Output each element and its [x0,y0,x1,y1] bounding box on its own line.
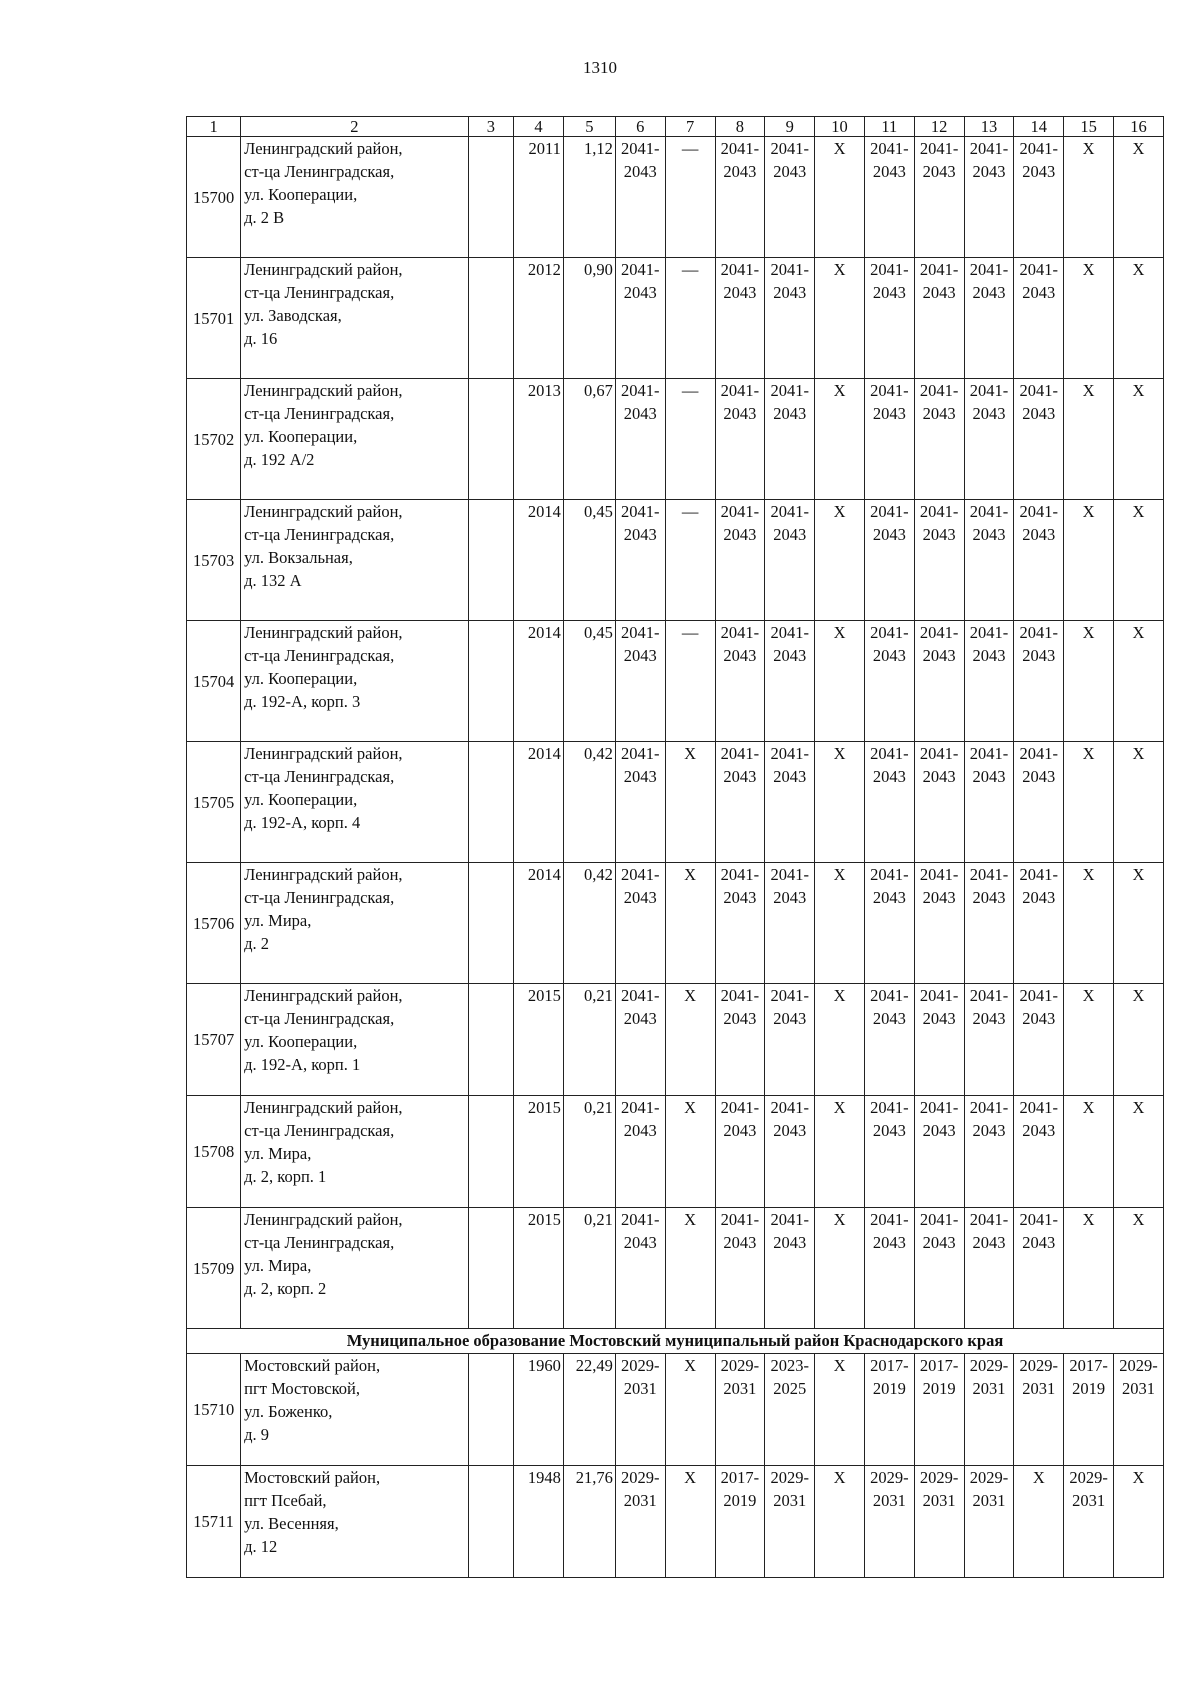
cell-col-13: 2041- 2043 [964,500,1014,621]
cell-col-14: 2041- 2043 [1014,984,1064,1096]
cell-col-15: X [1064,621,1114,742]
cell-col-5: 0,42 [563,742,615,863]
header-cell-9: 9 [765,117,815,137]
address-line: д. 2, корп. 2 [244,1279,327,1298]
register-table [186,116,1164,1578]
cell-col-10: X [815,1354,865,1466]
address-line: ул. Мира, [244,911,312,930]
cell-col-11: 2041- 2043 [864,258,914,379]
address-line: Ленинградский район, [244,381,403,400]
cell-col-9: 2041- 2043 [765,500,815,621]
cell-col-16: X [1114,1208,1164,1329]
address-cell [241,1466,468,1578]
cell-col-5: 0,45 [563,621,615,742]
cell-col-14: 2041- 2043 [1014,379,1064,500]
address-line: д. 132 А [244,571,302,590]
address-line: д. 2 [244,934,270,953]
cell-col-6: 2041- 2043 [615,258,665,379]
cell-col-4: 2014 [514,863,564,984]
address-cell [241,1208,468,1329]
cell-col-11: 2041- 2043 [864,621,914,742]
cell-col-11: 2041- 2043 [864,1096,914,1208]
cell-col-5: 0,67 [563,379,615,500]
header-cell-15: 15 [1064,117,1114,137]
cell-col-15: 2029- 2031 [1064,1466,1114,1578]
cell-col-6: 2029- 2031 [615,1354,665,1466]
address-line: ст-ца Ленинградская, [244,1009,395,1028]
cell-col-5: 1,12 [563,137,615,258]
row-number: 15707 [187,984,241,1096]
cell-col-11: 2041- 2043 [864,137,914,258]
address-cell [241,258,468,379]
cell-col-9: 2029- 2031 [765,1466,815,1578]
cell-col-10: X [815,258,865,379]
table-row [187,137,1164,258]
table-row [187,258,1164,379]
cell-col-4: 2013 [514,379,564,500]
cell-col-12: 2041- 2043 [914,379,964,500]
cell-col-11: 2041- 2043 [864,500,914,621]
cell-col-10: X [815,1466,865,1578]
cell-col-14: 2041- 2043 [1014,137,1064,258]
cell-col-14: 2041- 2043 [1014,1208,1064,1329]
address-line: д. 9 [244,1425,270,1444]
address-line: Ленинградский район, [244,139,403,158]
cell-col-8: 2041- 2043 [715,621,765,742]
address-line: Мостовский район, [244,1468,381,1487]
cell-col-14: 2041- 2043 [1014,258,1064,379]
cell-col-5: 0,21 [563,1096,615,1208]
address-line: Ленинградский район, [244,260,403,279]
cell-col-6: 2041- 2043 [615,1096,665,1208]
cell-col-14: 2041- 2043 [1014,500,1064,621]
cell-col-14: 2041- 2043 [1014,742,1064,863]
address-line: ст-ца Ленинградская, [244,646,395,665]
row-number: 15704 [187,621,241,742]
cell-col-3 [468,742,513,863]
cell-col-5: 0,21 [563,1208,615,1329]
cell-col-16: X [1114,379,1164,500]
address-cell [241,1096,468,1208]
header-cell-2: 2 [241,117,468,137]
address-line: ст-ца Ленинградская, [244,767,395,786]
address-line: ул. Кооперации, [244,669,358,688]
cell-col-11: 2029- 2031 [864,1466,914,1578]
cell-col-7: X [665,742,715,863]
address-line: Ленинградский район, [244,865,403,884]
cell-col-7: X [665,1208,715,1329]
address-line: д. 192-А, корп. 3 [244,692,361,711]
cell-col-16: X [1114,500,1164,621]
cell-col-9: 2041- 2043 [765,1096,815,1208]
header-cell-8: 8 [715,117,765,137]
page-number: 1310 [583,58,617,77]
row-number: 15711 [187,1466,241,1578]
address-line: Мостовский район, [244,1356,381,1375]
header-cell-12: 12 [914,117,964,137]
section-title: Муниципальное образование Мостовский муниципальный район Краснодарского края [187,1329,1164,1354]
cell-col-7: X [665,1096,715,1208]
cell-col-13: 2041- 2043 [964,1096,1014,1208]
cell-col-3 [468,1096,513,1208]
cell-col-15: 2017- 2019 [1064,1354,1114,1466]
cell-col-6: 2041- 2043 [615,1208,665,1329]
cell-col-16: X [1114,621,1164,742]
cell-col-4: 2012 [514,258,564,379]
address-line: д. 192 А/2 [244,450,315,469]
cell-col-3 [468,1466,513,1578]
cell-col-7: X [665,1466,715,1578]
cell-col-9: 2041- 2043 [765,258,815,379]
cell-col-12: 2041- 2043 [914,258,964,379]
cell-col-13: 2041- 2043 [964,984,1014,1096]
cell-col-15: X [1064,379,1114,500]
address-line: ст-ца Ленинградская, [244,1233,395,1252]
address-line: пгт Мостовской, [244,1379,360,1398]
cell-col-8: 2041- 2043 [715,742,765,863]
cell-col-3 [468,500,513,621]
table-body [187,117,1164,1578]
address-cell [241,863,468,984]
cell-col-8: 2041- 2043 [715,137,765,258]
header-cell-11: 11 [864,117,914,137]
cell-col-15: X [1064,1208,1114,1329]
cell-col-12: 2041- 2043 [914,1096,964,1208]
address-line: ул. Мира, [244,1256,312,1275]
cell-col-8: 2041- 2043 [715,1208,765,1329]
cell-col-15: X [1064,742,1114,863]
cell-col-16: X [1114,258,1164,379]
row-number: 15700 [187,137,241,258]
table-row [187,863,1164,984]
cell-col-6: 2041- 2043 [615,500,665,621]
cell-col-10: X [815,621,865,742]
cell-col-9: 2041- 2043 [765,742,815,863]
cell-col-5: 21,76 [563,1466,615,1578]
cell-col-16: X [1114,984,1164,1096]
cell-col-8: 2029- 2031 [715,1354,765,1466]
address-line: ст-ца Ленинградская, [244,162,395,181]
cell-col-10: X [815,1096,865,1208]
row-number: 15705 [187,742,241,863]
cell-col-16: X [1114,1096,1164,1208]
cell-col-7: — [665,137,715,258]
address-line: ул. Весенняя, [244,1514,339,1533]
cell-col-11: 2041- 2043 [864,984,914,1096]
row-number: 15710 [187,1354,241,1466]
cell-col-12: 2041- 2043 [914,1208,964,1329]
address-line: ст-ца Ленинградская, [244,888,395,907]
cell-col-10: X [815,137,865,258]
cell-col-6: 2041- 2043 [615,742,665,863]
cell-col-13: 2041- 2043 [964,742,1014,863]
row-number: 15708 [187,1096,241,1208]
cell-col-13: 2041- 2043 [964,137,1014,258]
cell-col-12: 2041- 2043 [914,621,964,742]
cell-col-16: X [1114,137,1164,258]
cell-col-13: 2029- 2031 [964,1354,1014,1466]
cell-col-14: X [1014,1466,1064,1578]
table-row [187,984,1164,1096]
cell-col-14: 2041- 2043 [1014,621,1064,742]
cell-col-8: 2041- 2043 [715,984,765,1096]
cell-col-8: 2041- 2043 [715,863,765,984]
cell-col-10: X [815,742,865,863]
table-row [187,500,1164,621]
cell-col-4: 2011 [514,137,564,258]
address-line: д. 2, корп. 1 [244,1167,327,1186]
cell-col-15: X [1064,137,1114,258]
cell-col-6: 2029- 2031 [615,1466,665,1578]
row-number: 15706 [187,863,241,984]
cell-col-12: 2041- 2043 [914,742,964,863]
cell-col-7: — [665,379,715,500]
cell-col-13: 2041- 2043 [964,1208,1014,1329]
header-cell-16: 16 [1114,117,1164,137]
address-line: пгт Псебай, [244,1491,327,1510]
cell-col-3 [468,984,513,1096]
cell-col-4: 2015 [514,1208,564,1329]
address-line: д. 12 [244,1537,278,1556]
cell-col-3 [468,863,513,984]
address-line: д. 2 В [244,208,285,227]
address-line: ул. Кооперации, [244,185,358,204]
cell-col-3 [468,1354,513,1466]
cell-col-11: 2017- 2019 [864,1354,914,1466]
header-row [187,117,1164,137]
cell-col-13: 2041- 2043 [964,863,1014,984]
cell-col-13: 2041- 2043 [964,258,1014,379]
cell-col-8: 2017- 2019 [715,1466,765,1578]
section-row [187,1329,1164,1354]
cell-col-14: 2041- 2043 [1014,863,1064,984]
header-cell-6: 6 [615,117,665,137]
cell-col-14: 2029- 2031 [1014,1354,1064,1466]
table-row [187,1466,1164,1578]
cell-col-15: X [1064,984,1114,1096]
address-line: ст-ца Ленинградская, [244,404,395,423]
table-row [187,621,1164,742]
table-row [187,1354,1164,1466]
header-cell-1: 1 [187,117,241,137]
address-line: ул. Кооперации, [244,427,358,446]
cell-col-10: X [815,500,865,621]
cell-col-4: 2015 [514,984,564,1096]
cell-col-8: 2041- 2043 [715,258,765,379]
cell-col-9: 2041- 2043 [765,863,815,984]
cell-col-11: 2041- 2043 [864,379,914,500]
cell-col-3 [468,1208,513,1329]
cell-col-11: 2041- 2043 [864,863,914,984]
address-line: Ленинградский район, [244,623,403,642]
cell-col-15: X [1064,258,1114,379]
cell-col-15: X [1064,1096,1114,1208]
cell-col-9: 2041- 2043 [765,984,815,1096]
cell-col-5: 22,49 [563,1354,615,1466]
address-line: ст-ца Ленинградская, [244,525,395,544]
cell-col-6: 2041- 2043 [615,137,665,258]
cell-col-16: X [1114,742,1164,863]
cell-col-15: X [1064,863,1114,984]
row-number: 15702 [187,379,241,500]
cell-col-7: — [665,621,715,742]
address-line: ул. Кооперации, [244,790,358,809]
cell-col-3 [468,379,513,500]
row-number: 15709 [187,1208,241,1329]
table-row [187,1208,1164,1329]
cell-col-12: 2029- 2031 [914,1466,964,1578]
address-line: Ленинградский район, [244,1210,403,1229]
cell-col-12: 2041- 2043 [914,984,964,1096]
address-line: д. 192-А, корп. 4 [244,813,361,832]
cell-col-6: 2041- 2043 [615,379,665,500]
address-cell [241,1354,468,1466]
header-cell-5: 5 [563,117,615,137]
cell-col-10: X [815,863,865,984]
address-cell [241,137,468,258]
cell-col-3 [468,621,513,742]
cell-col-7: — [665,500,715,621]
cell-col-3 [468,258,513,379]
address-cell [241,379,468,500]
cell-col-12: 2017- 2019 [914,1354,964,1466]
header-cell-4: 4 [514,117,564,137]
cell-col-7: — [665,258,715,379]
cell-col-13: 2041- 2043 [964,379,1014,500]
cell-col-3 [468,137,513,258]
cell-col-8: 2041- 2043 [715,500,765,621]
address-line: Ленинградский район, [244,1098,403,1117]
cell-col-4: 2014 [514,621,564,742]
cell-col-12: 2041- 2043 [914,137,964,258]
cell-col-6: 2041- 2043 [615,621,665,742]
cell-col-8: 2041- 2043 [715,1096,765,1208]
address-line: д. 192-А, корп. 1 [244,1055,361,1074]
address-line: д. 16 [244,329,278,348]
header-cell-10: 10 [815,117,865,137]
cell-col-10: X [815,1208,865,1329]
cell-col-4: 2014 [514,742,564,863]
cell-col-15: X [1064,500,1114,621]
address-line: ул. Боженко, [244,1402,333,1421]
cell-col-7: X [665,984,715,1096]
address-line: Ленинградский район, [244,986,403,1005]
cell-col-4: 1960 [514,1354,564,1466]
cell-col-5: 0,90 [563,258,615,379]
cell-col-10: X [815,379,865,500]
cell-col-9: 2041- 2043 [765,621,815,742]
cell-col-9: 2041- 2043 [765,379,815,500]
cell-col-12: 2041- 2043 [914,500,964,621]
address-line: Ленинградский район, [244,744,403,763]
address-cell [241,621,468,742]
cell-col-14: 2041- 2043 [1014,1096,1064,1208]
header-cell-7: 7 [665,117,715,137]
table-row [187,379,1164,500]
address-cell [241,984,468,1096]
cell-col-7: X [665,863,715,984]
header-cell-3: 3 [468,117,513,137]
cell-col-16: X [1114,1466,1164,1578]
cell-col-5: 0,42 [563,863,615,984]
cell-col-4: 2014 [514,500,564,621]
cell-col-11: 2041- 2043 [864,1208,914,1329]
table-row [187,742,1164,863]
cell-col-9: 2041- 2043 [765,1208,815,1329]
cell-col-6: 2041- 2043 [615,863,665,984]
header-cell-14: 14 [1014,117,1064,137]
cell-col-4: 1948 [514,1466,564,1578]
cell-col-7: X [665,1354,715,1466]
address-line: Ленинградский район, [244,502,403,521]
cell-col-13: 2041- 2043 [964,621,1014,742]
address-line: ул. Кооперации, [244,1032,358,1051]
cell-col-12: 2041- 2043 [914,863,964,984]
cell-col-4: 2015 [514,1096,564,1208]
cell-col-16: X [1114,863,1164,984]
cell-col-13: 2029- 2031 [964,1466,1014,1578]
address-line: ст-ца Ленинградская, [244,283,395,302]
cell-col-5: 0,45 [563,500,615,621]
table-row [187,1096,1164,1208]
cell-col-8: 2041- 2043 [715,379,765,500]
address-line: ул. Вокзальная, [244,548,353,567]
cell-col-11: 2041- 2043 [864,742,914,863]
address-line: ст-ца Ленинградская, [244,1121,395,1140]
row-number: 15703 [187,500,241,621]
address-line: ул. Заводская, [244,306,342,325]
cell-col-5: 0,21 [563,984,615,1096]
cell-col-16: 2029- 2031 [1114,1354,1164,1466]
cell-col-6: 2041- 2043 [615,984,665,1096]
cell-col-10: X [815,984,865,1096]
row-number: 15701 [187,258,241,379]
address-cell [241,500,468,621]
header-cell-13: 13 [964,117,1014,137]
address-line: ул. Мира, [244,1144,312,1163]
cell-col-9: 2023- 2025 [765,1354,815,1466]
address-cell [241,742,468,863]
cell-col-9: 2041- 2043 [765,137,815,258]
